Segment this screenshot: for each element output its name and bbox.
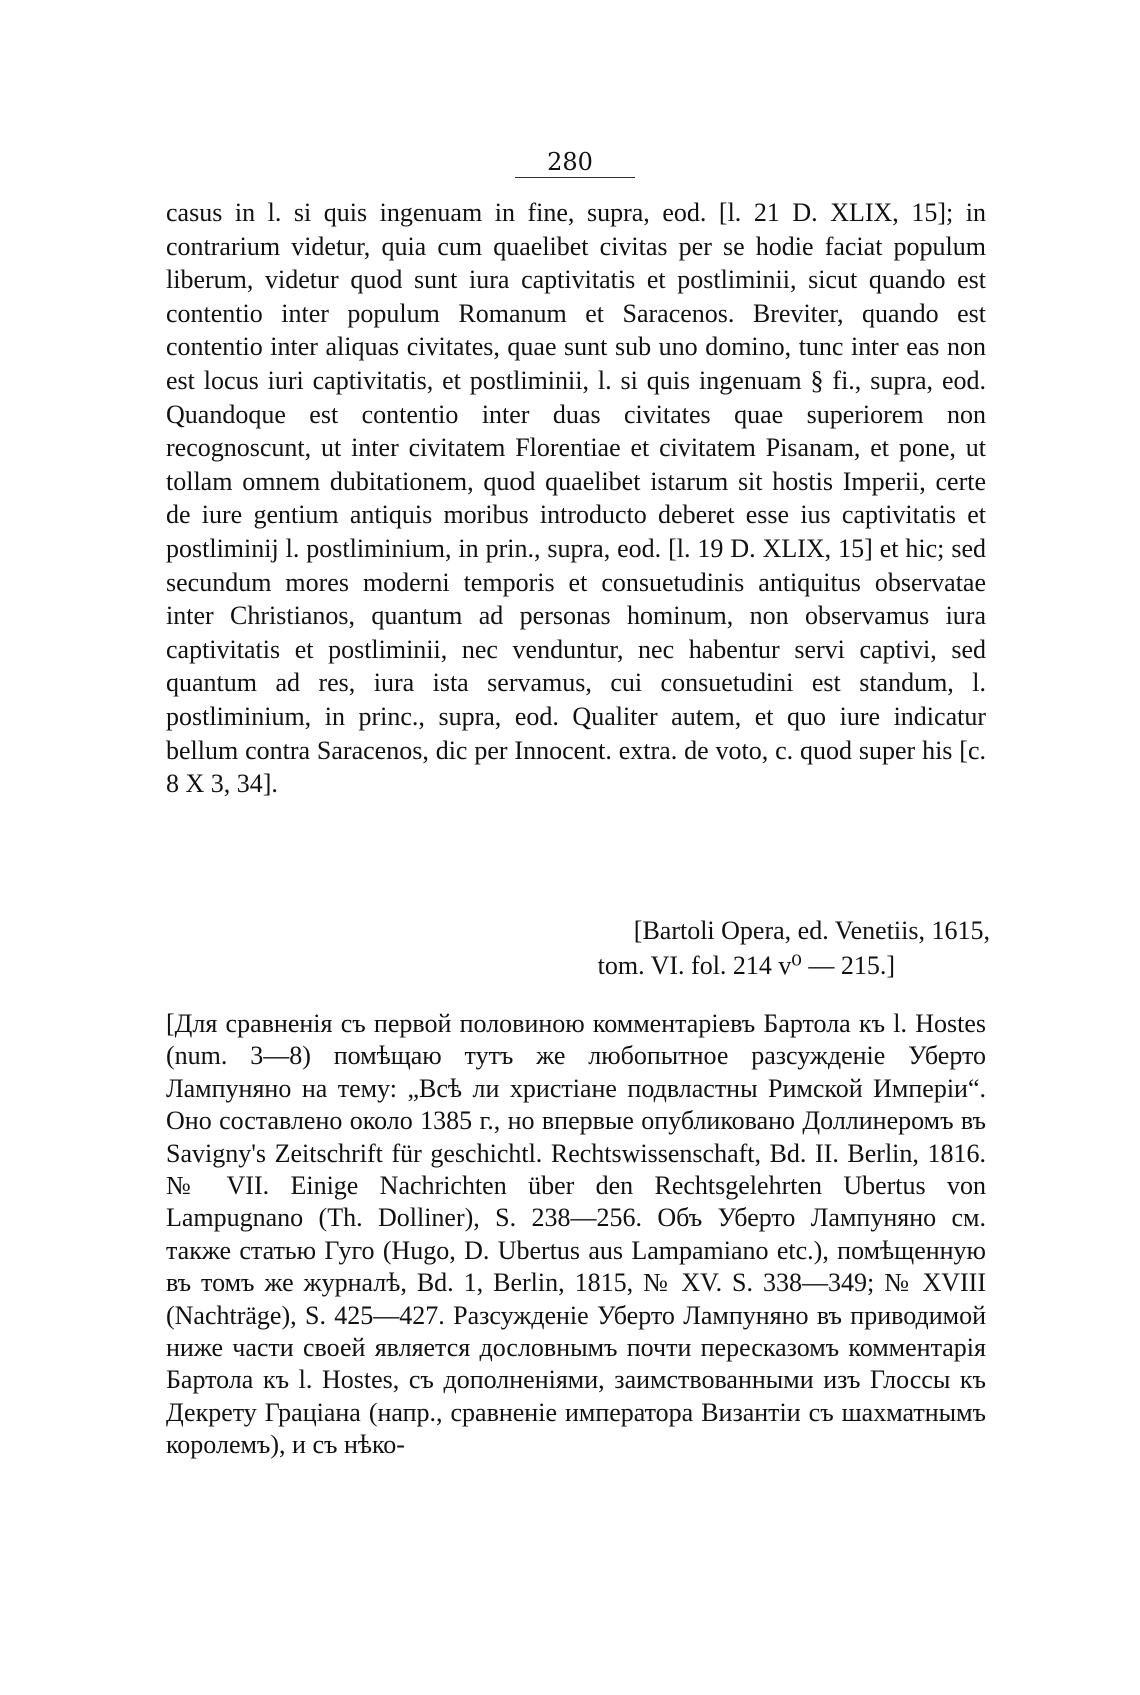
source-citation: [470, 913, 990, 983]
latin-commentary-paragraph: casus in l. si quis ingenuam in fine, supra, eod. [l. 21 D. XLIX, 15]; in contrarium videtur, quia cum quaelibet civitas per se hodie faciat populum liberum, videtur quod sunt iura captivitatis et postliminii, sicut quando est contentio inter populum Romanum et Saracenos. Breviter, quando est contentio inter aliquas civitates, quae sunt sub uno domino, tunc inter eas non est locus iuri captivitatis, et postliminii, l. si quis ingenuam § fi., supra, eod. Quandoque est contentio inter duas civitates quae superiorem non recognoscunt, ut inter civitatem Florentiae et civitatem Pisanam, et pone, ut tollam omnem dubitationem, quod quaelibet istarum sit hostis Imperii, certe de iure gentium antiquis moribus introducto deberet esse ius captivitatis et postliminij l. postliminium, in prin., supra, eod. [l. 19 D. XLIX, 15] et hic; sed secundum mores moderni temporis et consuetudinis antiquitus observatae inter Christianos, quantum ad personas hominum, non observamus iura captivitatis et postliminii, nec venduntur, nec habentur servi captivi, sed quantum ad res, iura ista servamus, cui consuetudini est standum, l. postliminium, in princ., supra, eod. Qualiter autem, et quo iure indicatur bellum contra Saracenos, dic per Innocent. extra. de voto, c. quod super his [c. 8 X 3, 34].: [166, 198, 986, 799]
russian-note-paragraph: [Для сравненія съ первой половиною комментаріевъ Бартола къ l. Hostes (num. 3—8) помѣщаю тутъ же любопытное разсужденіе Уберто Лампуняно на тему: „Всѣ ли христіане подвластны Римской Имперіи“. Оно составлено около 1385 г., но впервые опубликовано Доллинеромъ въ Savigny's Zeitschrift für geschichtl. Rechtswissenschaft, Bd. II. Berlin, 1816. № VII. Einige Nachrichten über den Rechtsgelehrten Ubertus von Lampugnano (Th. Dolliner), S. 238—256. Объ Уберто Лампуняно см. также статью Гуго (Hugo, D. Ubertus aus Lampamiano etc.), помѣщенную въ томъ же журналѣ, Bd. 1, Berlin, 1815, № XV. S. 338—349; № XVIII (Nachträge), S. 425—427. Разсужденіе Уберто Лампуняно въ приводимой ниже части своей является дословнымъ почти пересказомъ комментарія Бартола къ l. Hostes, съ дополненіями, заимствованными изъ Глоссы къ Декрету Граціана (напр., сравненіе императора Византіи съ шахматнымъ королемъ), и съ нѣко-: [166, 1009, 986, 1460]
citation-line-1: [Bartoli Opera, ed. Venetiis, 1615,: [633, 916, 990, 945]
page-number-rule: [515, 177, 635, 178]
page-number: 280: [547, 148, 593, 176]
citation-line-2: tom. VI. fol. 214 v⁰ — 215.]: [597, 951, 895, 980]
